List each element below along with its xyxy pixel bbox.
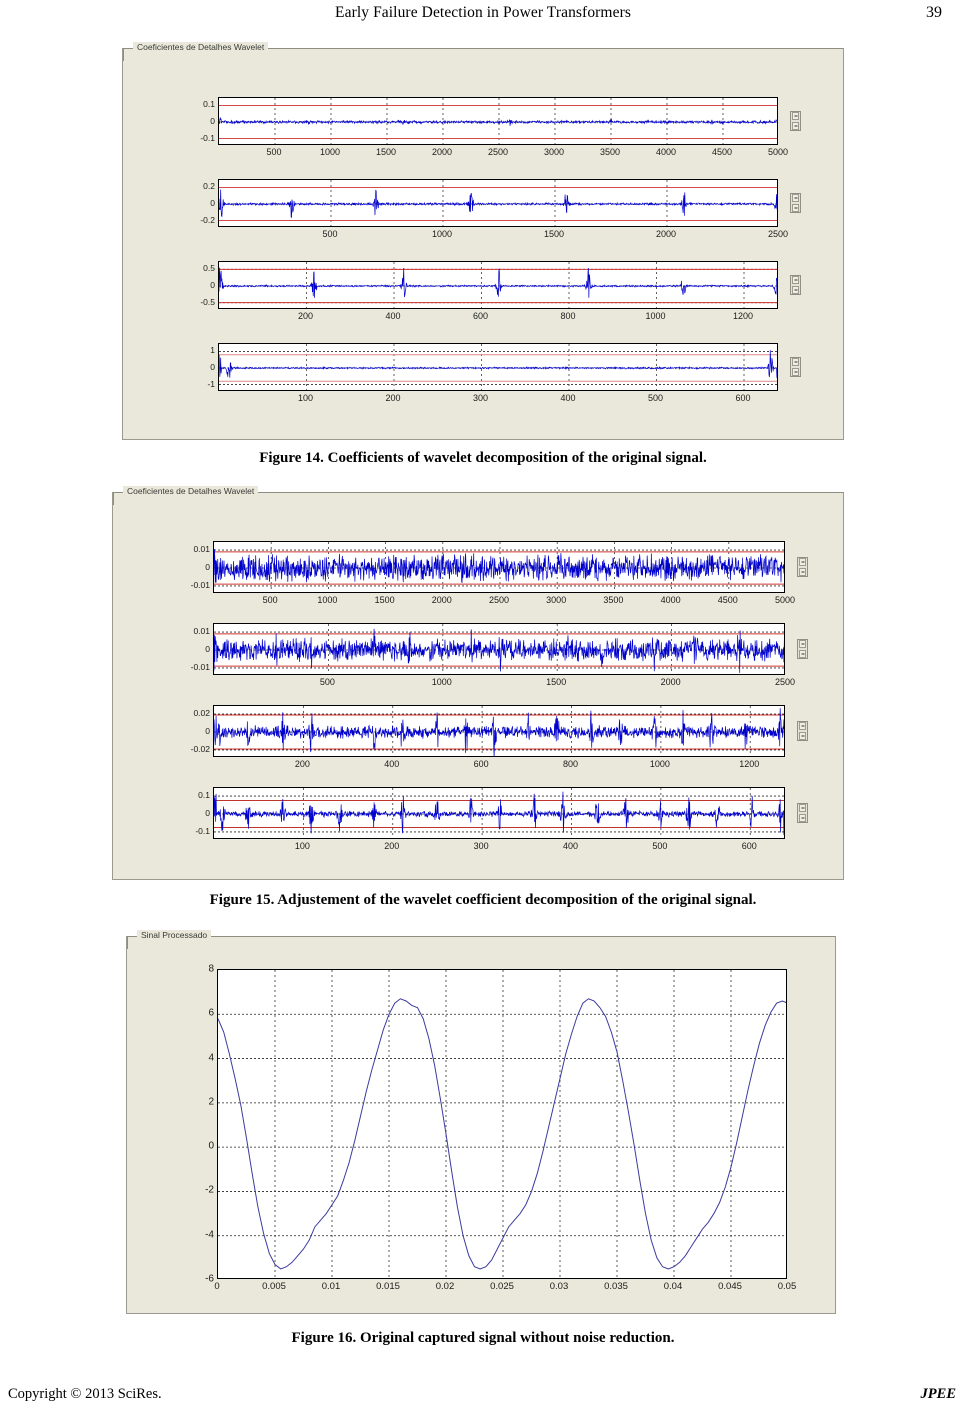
panel-title-fig16: Sinal Processado — [137, 930, 211, 940]
copyright-text: Copyright © 2013 SciRes. — [8, 1386, 162, 1402]
y-axis-tick-label: -0.5 — [200, 296, 215, 307]
level-spinner[interactable] — [790, 111, 801, 131]
y-axis-tick-label: 0 — [205, 726, 210, 736]
spinner-up-arrow-icon[interactable] — [792, 112, 799, 120]
spinner-down-arrow-icon[interactable] — [799, 650, 806, 658]
x-axis-tick-label: 1000 — [317, 595, 338, 605]
y-axis-tick-label: 0 — [205, 562, 210, 572]
x-axis-tick-label: 1200 — [732, 311, 754, 321]
x-axis-tick-label: 0.04 — [663, 1281, 683, 1292]
spinner-up-arrow-icon[interactable] — [799, 640, 806, 648]
y-axis-tick-label: 0.1 — [203, 99, 215, 110]
page-number: 39 — [926, 4, 942, 21]
plot-canvas — [219, 98, 778, 145]
y-axis-tick-label: -0.2 — [200, 214, 215, 225]
x-axis-tick-label: 0 — [214, 1281, 220, 1292]
figure-16-caption: Figure 16. Original captured signal without noise reduction. — [291, 1330, 675, 1346]
plot-canvas — [214, 706, 785, 757]
x-axis-tick-label: 0.03 — [549, 1281, 569, 1292]
x-axis-tick-label: 1500 — [375, 147, 397, 157]
y-axis-tick-label: 0 — [205, 644, 210, 654]
spinner-up-arrow-icon[interactable] — [792, 276, 799, 284]
page-footer — [0, 1386, 966, 1406]
x-axis-tick-label: 2500 — [767, 229, 789, 239]
spinner-down-arrow-icon[interactable] — [792, 368, 799, 376]
x-axis-tick-label: 0.02 — [435, 1281, 455, 1292]
y-axis-tick-label: -2 — [205, 1184, 214, 1196]
x-axis-tick-label: 1000 — [431, 229, 453, 239]
x-axis-tick-label: 1500 — [543, 229, 565, 239]
x-axis-tick-label: 2500 — [488, 595, 510, 605]
spinner-down-arrow-icon[interactable] — [799, 732, 806, 740]
x-axis-tick-label: 0.035 — [604, 1281, 628, 1292]
plot-canvas — [219, 180, 778, 227]
journal-abbreviation: JPEE — [920, 1386, 956, 1402]
y-axis-tick-label: 2 — [208, 1096, 214, 1108]
axes-fig15-d3 — [213, 705, 785, 757]
subplot-fig15-d1 — [190, 541, 796, 605]
x-axis-tick-label: 500 — [262, 595, 278, 605]
y-axis-tick-label: -0.02 — [190, 743, 210, 754]
x-axis-tick-label: 2000 — [431, 147, 453, 157]
x-axis-tick-label: 1200 — [739, 759, 760, 769]
x-axis-tick-label: 400 — [560, 393, 576, 403]
x-axis-tick-label: 2000 — [660, 677, 681, 687]
spinner-up-arrow-icon[interactable] — [792, 194, 799, 202]
x-axis-tick-label: 500 — [652, 841, 668, 851]
axes-fig14-d3 — [218, 261, 778, 309]
level-spinner[interactable] — [797, 639, 808, 659]
x-axis-tick-label: 600 — [735, 393, 751, 403]
x-axis-tick-label: 300 — [472, 393, 489, 403]
x-axis-tick-label: 3500 — [599, 147, 621, 157]
y-axis-tick-label: 8 — [208, 963, 214, 975]
level-spinner[interactable] — [790, 357, 801, 377]
plot-canvas — [219, 344, 778, 391]
x-axis-tick-label: 400 — [384, 759, 400, 769]
wavelet-detail-panel-fig15 — [112, 486, 844, 880]
level-spinner[interactable] — [797, 721, 808, 741]
x-axis-tick-label: 1500 — [374, 595, 395, 605]
subplot-fig15-d4 — [195, 787, 785, 851]
subplot-fig14-d4 — [207, 343, 778, 403]
y-axis-tick-label: -0.1 — [195, 825, 210, 836]
x-axis-tick-label: 2000 — [431, 595, 452, 605]
y-axis-tick-label: 0 — [210, 198, 215, 208]
subplot-fig14-d1 — [200, 97, 789, 157]
x-axis-tick-label: 100 — [294, 841, 310, 851]
x-axis-tick-label: 0.05 — [777, 1281, 797, 1292]
y-axis-tick-label: -1 — [207, 378, 215, 389]
x-axis-tick-label: 400 — [385, 311, 401, 321]
x-axis-tick-label: 1000 — [319, 147, 341, 157]
x-axis-tick-label: 4500 — [711, 147, 733, 157]
x-axis-tick-label: 500 — [266, 147, 282, 157]
x-axis-tick-label: 0.005 — [262, 1281, 286, 1292]
running-head — [0, 4, 966, 30]
figure-14-caption: Figure 14. Coefficients of wavelet decomposition of the original signal. — [259, 450, 707, 466]
axes-fig16-signal — [217, 969, 787, 1279]
y-axis-tick-label: 1 — [210, 345, 215, 356]
y-axis-tick-label: 0.01 — [193, 544, 210, 555]
x-axis-tick-label: 1000 — [649, 759, 670, 769]
axes-fig14-d2 — [218, 179, 778, 227]
x-axis-tick-label: 600 — [741, 841, 757, 851]
wavelet-detail-panel-fig14 — [122, 42, 844, 440]
level-spinner[interactable] — [790, 193, 801, 213]
axes-fig14-d1 — [218, 97, 778, 145]
spinner-down-arrow-icon[interactable] — [792, 122, 799, 130]
y-axis-tick-label: 0.2 — [203, 181, 215, 192]
subplot-fig15-d3 — [190, 705, 785, 769]
x-axis-tick-label: 3000 — [543, 147, 565, 157]
x-axis-tick-label: 2000 — [655, 229, 677, 239]
y-axis-tick-label: -4 — [205, 1229, 214, 1241]
panel-frame-fig16 — [127, 936, 835, 948]
x-axis-tick-label: 800 — [562, 759, 579, 769]
spinner-down-arrow-icon[interactable] — [792, 204, 799, 212]
y-axis-tick-label: 4 — [208, 1052, 214, 1064]
y-axis-tick-label: -0.01 — [190, 661, 210, 672]
x-axis-tick-label: 0.025 — [490, 1281, 514, 1292]
y-axis-tick-label: 0 — [210, 280, 215, 290]
x-axis-tick-label: 200 — [385, 393, 401, 403]
plot-canvas — [219, 262, 778, 309]
panel-title-fig14: Coeficientes de Detalhes Wavelet — [133, 42, 268, 52]
x-axis-tick-label: 4500 — [717, 595, 738, 605]
x-axis-tick-label: 4000 — [655, 147, 677, 157]
x-axis-tick-label: 2500 — [774, 677, 796, 687]
x-axis-tick-label: 5000 — [774, 595, 796, 605]
x-axis-tick-label: 0.045 — [718, 1281, 742, 1292]
plot-canvas — [214, 542, 785, 593]
x-axis-tick-label: 600 — [473, 759, 489, 769]
spinner-up-arrow-icon[interactable] — [799, 558, 806, 566]
plot-canvas — [214, 624, 785, 675]
x-axis-tick-label: 5000 — [767, 147, 789, 157]
x-axis-tick-label: 0.015 — [376, 1281, 400, 1292]
spinner-up-arrow-icon[interactable] — [799, 804, 806, 812]
y-axis-tick-label: 0 — [210, 116, 215, 126]
x-axis-tick-label: 4000 — [660, 595, 681, 605]
level-spinner[interactable] — [797, 803, 808, 823]
y-axis-tick-label: 0 — [208, 1140, 214, 1152]
y-axis-tick-label: -0.1 — [200, 132, 215, 143]
spinner-up-arrow-icon[interactable] — [792, 358, 799, 366]
x-axis-tick-label: 400 — [562, 841, 579, 851]
axes-fig15-d1 — [213, 541, 785, 593]
subplot-fig14-d3 — [200, 261, 778, 321]
plot-canvas — [218, 970, 787, 1279]
x-axis-tick-label: 600 — [472, 311, 489, 321]
spinner-down-arrow-icon[interactable] — [792, 286, 799, 294]
y-axis-tick-label: 0.02 — [193, 708, 210, 719]
x-axis-tick-label: 1500 — [546, 677, 567, 687]
subplot-fig15-d2 — [190, 623, 796, 687]
spinner-down-arrow-icon[interactable] — [799, 814, 806, 822]
x-axis-tick-label: 1000 — [645, 311, 666, 321]
level-spinner[interactable] — [790, 275, 801, 295]
y-axis-tick-label: 0.01 — [193, 626, 210, 637]
y-axis-tick-label: 0.1 — [198, 790, 210, 801]
y-axis-tick-label: -6 — [205, 1273, 214, 1285]
x-axis-tick-label: 1000 — [431, 677, 452, 687]
axes-fig15-d2 — [213, 623, 785, 675]
x-axis-tick-label: 3000 — [546, 595, 567, 605]
x-axis-tick-label: 200 — [384, 841, 400, 851]
y-axis-tick-label: 0 — [210, 362, 215, 372]
x-axis-tick-label: 300 — [473, 841, 489, 851]
subplot-fig16-signal — [205, 963, 797, 1292]
axes-fig14-d4 — [218, 343, 778, 391]
spinner-up-arrow-icon[interactable] — [799, 722, 806, 730]
processed-signal-panel — [126, 930, 836, 1314]
x-axis-tick-label: 200 — [297, 311, 314, 321]
x-axis-tick-label: 500 — [319, 677, 335, 687]
y-axis-tick-label: 0 — [205, 808, 210, 818]
panel-title-fig15: Coeficientes de Detalhes Wavelet — [123, 486, 258, 496]
plot-canvas — [214, 788, 785, 839]
running-head-title: Early Failure Detection in Power Transformers — [335, 4, 631, 21]
x-axis-tick-label: 500 — [647, 393, 664, 403]
x-axis-tick-label: 3500 — [603, 595, 624, 605]
figure-15-caption: Figure 15. Adjustement of the wavelet coefficient decomposition of the original signal. — [209, 892, 757, 908]
x-axis-tick-label: 0.01 — [321, 1281, 341, 1292]
x-axis-tick-label: 800 — [560, 311, 576, 321]
level-spinner[interactable] — [797, 557, 808, 577]
x-axis-tick-label: 100 — [297, 393, 314, 403]
x-axis-tick-label: 200 — [294, 759, 310, 769]
y-axis-tick-label: 6 — [208, 1007, 214, 1019]
subplot-fig14-d2 — [200, 179, 789, 239]
y-axis-tick-label: -0.01 — [190, 579, 210, 590]
x-axis-tick-label: 2500 — [487, 147, 509, 157]
spinner-down-arrow-icon[interactable] — [799, 568, 806, 576]
x-axis-tick-label: 500 — [322, 229, 338, 239]
axes-fig15-d4 — [213, 787, 785, 839]
y-axis-tick-label: 0.5 — [203, 263, 215, 274]
